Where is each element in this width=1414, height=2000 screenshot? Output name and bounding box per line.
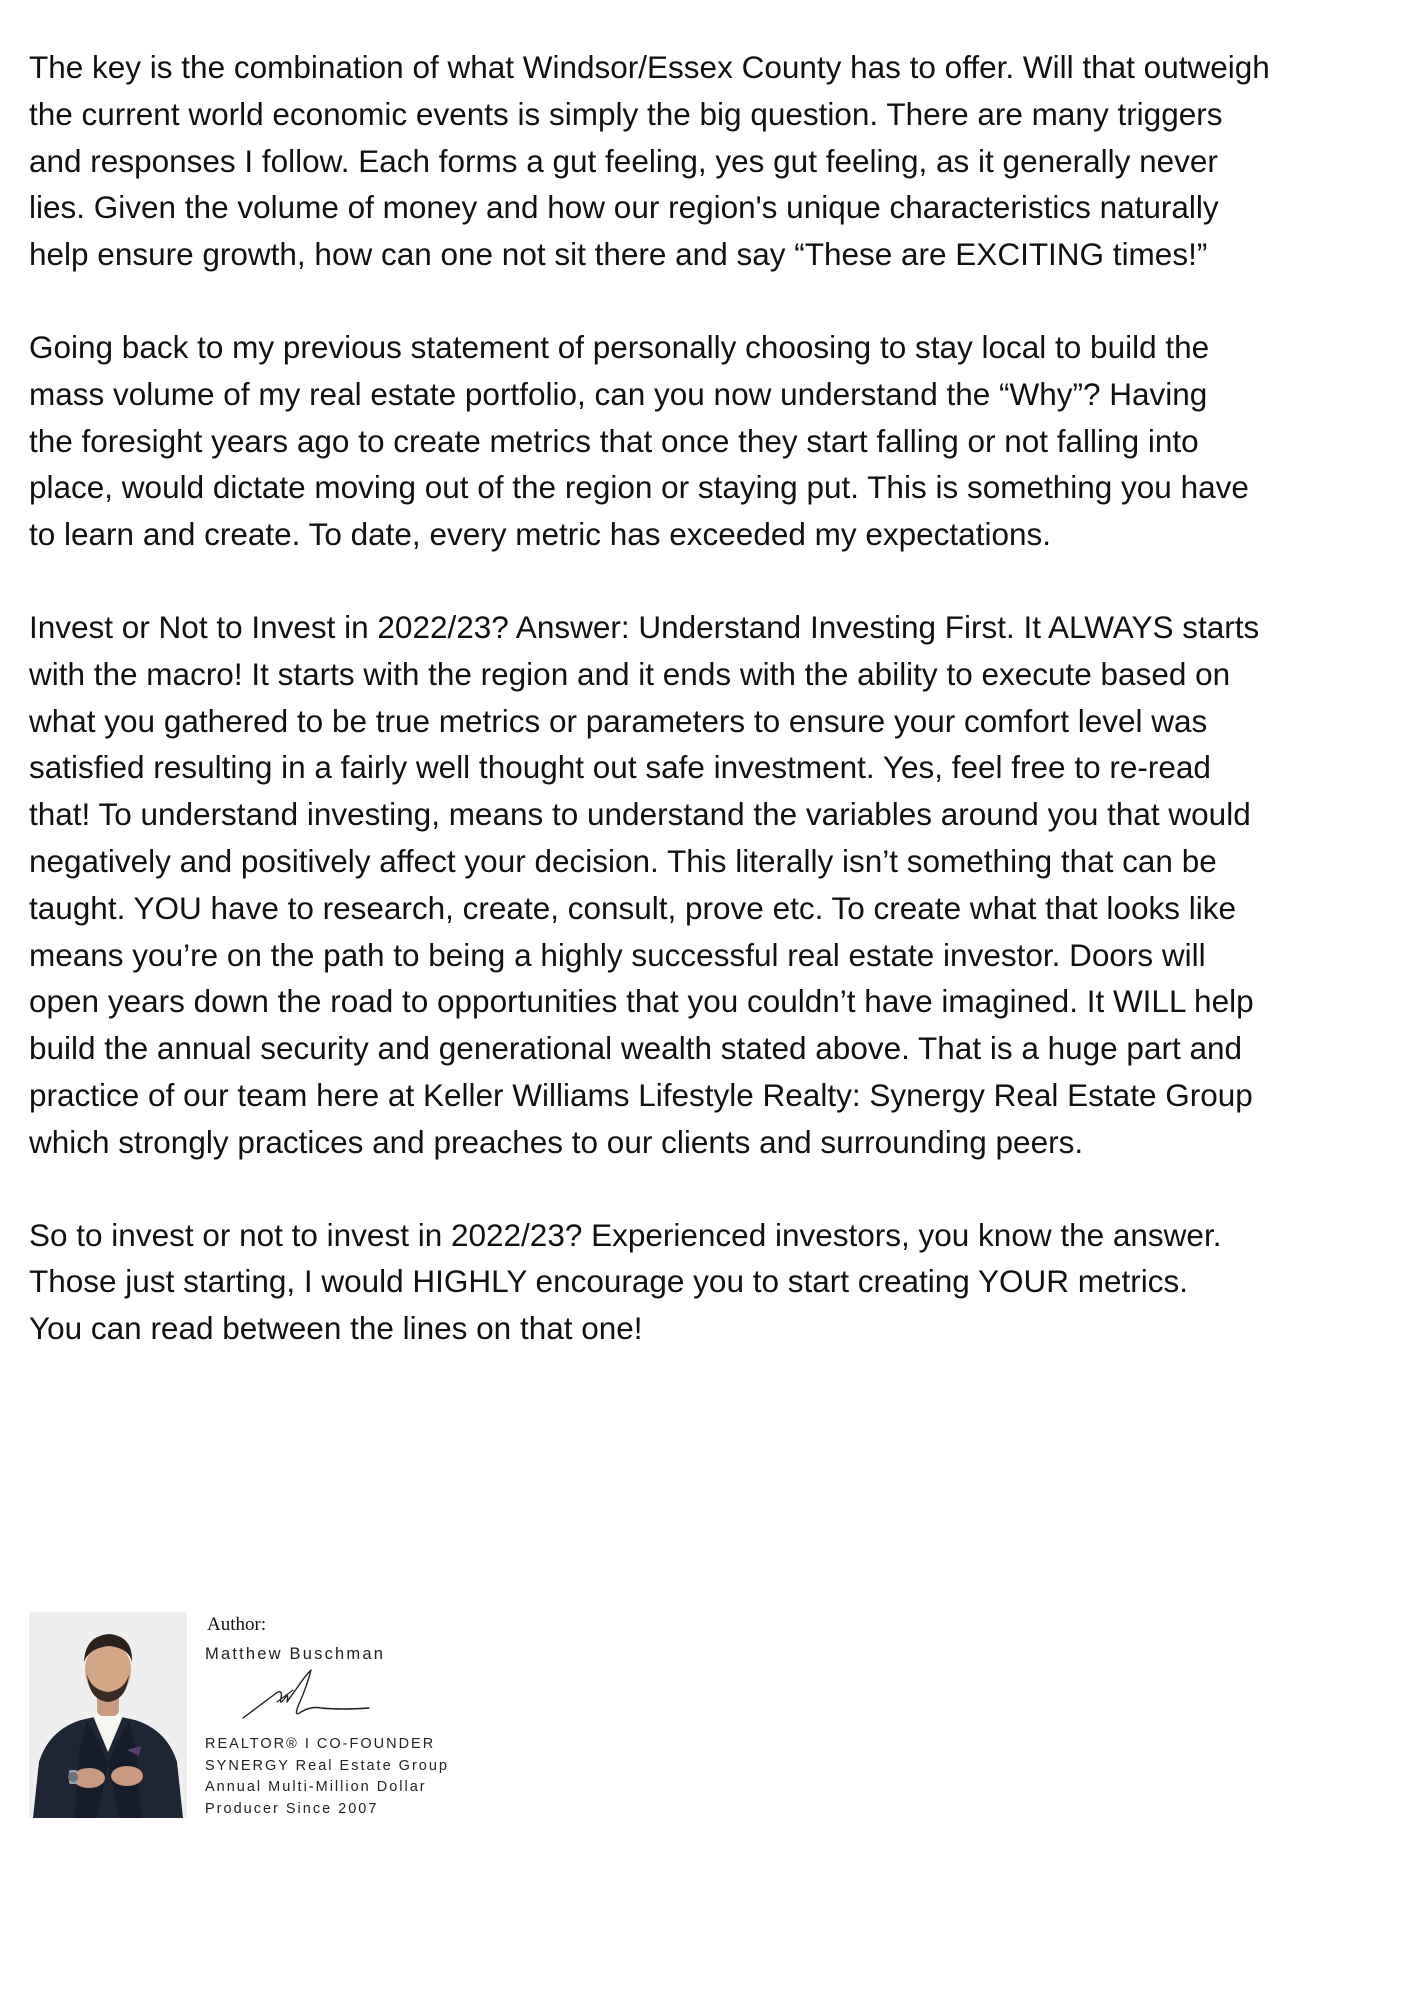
author-name: Matthew Buschman — [205, 1645, 386, 1663]
text-line: the current world economic events is simply the big question. There are many triggers — [29, 95, 1223, 132]
paragraph — [29, 44, 1369, 278]
paragraph — [29, 1212, 1369, 1352]
text-line: to learn and create. To date, every metric has exceeded my expectations. — [29, 516, 1051, 553]
text-line: place, would dictate moving out of the region or staying put. This is something you have — [29, 469, 1249, 506]
text-line: build the annual security and generational wealth stated above. That is a huge part and — [29, 1030, 1243, 1067]
text-line: You can read between the lines on that one! — [29, 1310, 643, 1347]
author-photo — [29, 1612, 187, 1818]
author-credentials — [205, 1734, 449, 1820]
credential-line: Annual Multi-Million Dollar — [205, 1779, 427, 1795]
credential-line: REALTOR® I CO-FOUNDER — [205, 1736, 436, 1752]
signature-image — [241, 1668, 371, 1730]
text-line: Going back to my previous statement of personally choosing to stay local to build the — [29, 328, 1210, 365]
text-line: Those just starting, I would HIGHLY encourage you to start creating YOUR metrics. — [29, 1263, 1189, 1300]
text-line: negatively and positively affect your decision. This literally isn’t something that can be — [29, 842, 1217, 879]
text-line: practice of our team here at Keller Williams Lifestyle Realty: Synergy Real Estate Group — [29, 1076, 1253, 1113]
author-portrait-image — [29, 1612, 187, 1818]
author-block — [29, 1612, 589, 1822]
text-line: satisfied resulting in a fairly well thought out safe investment. Yes, feel free to re-read — [29, 749, 1211, 786]
credential-line: SYNERGY Real Estate Group — [205, 1757, 449, 1774]
text-line: Invest or Not to Invest in 2022/23? Answer: Understand Investing First. It ALWAYS starts — [29, 608, 1260, 645]
text-line: means you’re on the path to being a highly successful real estate investor. Doors will — [29, 936, 1206, 973]
paragraph — [29, 324, 1369, 558]
text-line: help ensure growth, how can one not sit there and say “These are EXCITING times!” — [29, 236, 1208, 273]
text-line: that! To understand investing, means to understand the variables around you that would — [29, 796, 1251, 833]
text-line: open years down the road to opportunities that you couldn’t have imagined. It WILL help — [29, 983, 1254, 1020]
paragraph — [29, 604, 1369, 1166]
author-label: Author: — [207, 1614, 267, 1635]
text-line: which strongly practices and preaches to our clients and surrounding peers. — [29, 1123, 1084, 1160]
text-line: mass volume of my real estate portfolio, can you now understand the “Why”? Having — [29, 375, 1208, 412]
text-line: lies. Given the volume of money and how our region's unique characteristics naturally — [29, 189, 1219, 226]
text-line: The key is the combination of what Windsor/Essex County has to offer. Will that outweigh — [29, 49, 1270, 85]
text-line: what you gathered to be true metrics or parameters to ensure your comfort level was — [29, 702, 1208, 739]
text-line: the foresight years ago to create metrics that once they start falling or not falling into — [29, 422, 1199, 459]
article-body — [29, 44, 1369, 1398]
text-line: with the macro! It starts with the region and it ends with the ability to execute based on — [29, 655, 1231, 692]
credential-line: Producer Since 2007 — [205, 1800, 379, 1817]
text-line: and responses I follow. Each forms a gut feeling, yes gut feeling, as it generally never — [29, 142, 1218, 179]
text-line: taught. YOU have to research, create, consult, prove etc. To create what that looks like — [29, 889, 1236, 926]
text-line: So to invest or not to invest in 2022/23? Experienced investors, you know the answer. — [29, 1216, 1222, 1253]
